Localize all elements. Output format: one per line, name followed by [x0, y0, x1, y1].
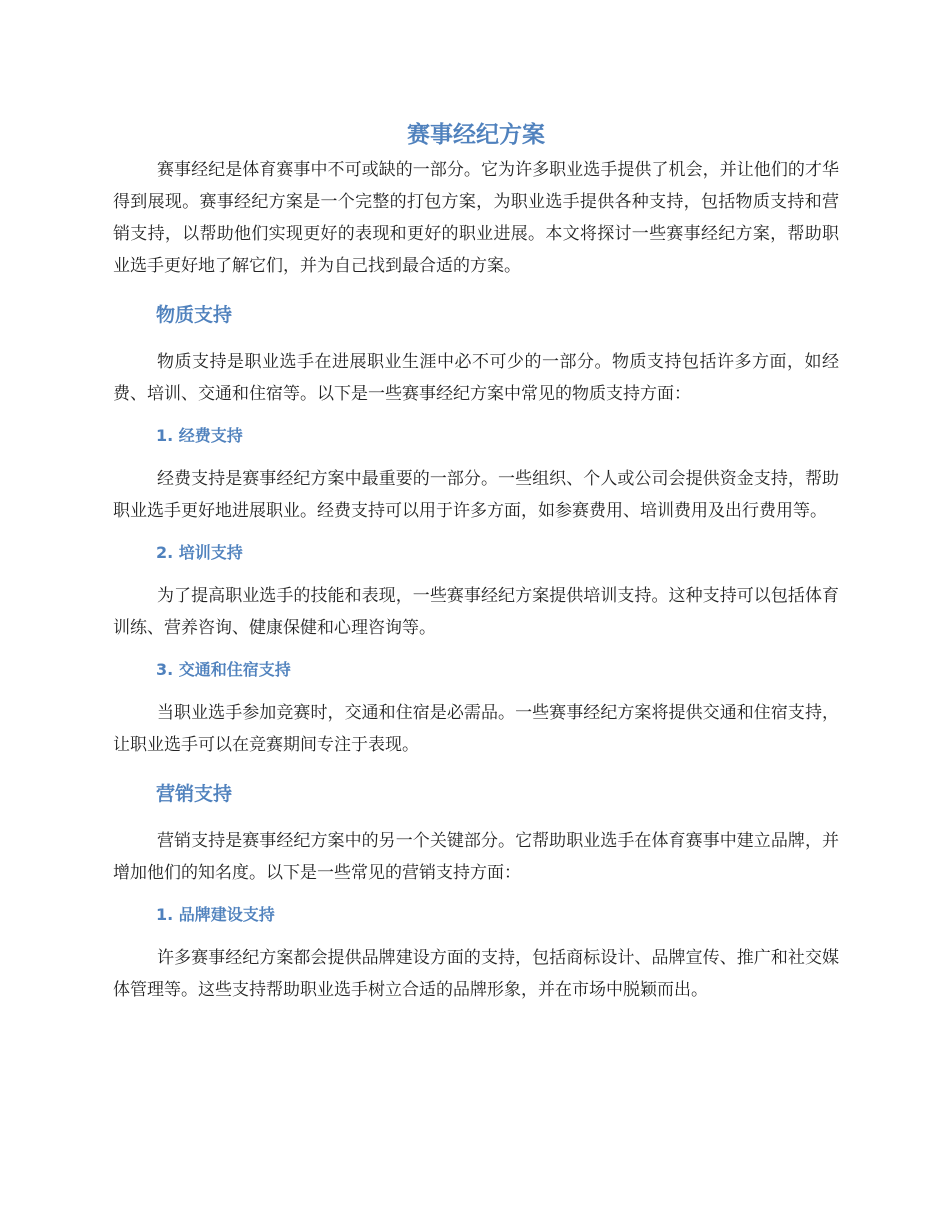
subsection-paragraph-brand-building: 许多赛事经纪方案都会提供品牌建设方面的支持，包括商标设计、品牌宣传、推广和社交媒体管理等。这些支持帮助职业选手树立合适的品牌形象，并在市场中脱颖而出。 [113, 948, 839, 1000]
section-paragraph-material-support: 物质支持是职业选手在进展职业生涯中必不可少的一部分。物质支持包括许多方面，如经费、培训、交通和住宿等。以下是一些赛事经纪方案中常见的物质支持方面： [113, 352, 839, 404]
subsection-heading-funding: 1. 经费支持 [156, 426, 243, 445]
document-page [113, 120, 839, 1006]
intro-paragraph: 赛事经纪是体育赛事中不可或缺的一部分。它为许多职业选手提供了机会，并让他们的才华得到展现。赛事经纪方案是一个完整的打包方案，为职业选手提供各种支持，包括物质支持和营销支持，以帮助他们实现更好的表现和更好的职业进展。本文将探讨一些赛事经纪方案，帮助职业选手更好地了解它们，并为自己找到最合适的方案。 [113, 160, 839, 276]
subsection-paragraph-funding: 经费支持是赛事经纪方案中最重要的一部分。一些组织、个人或公司会提供资金支持，帮助职业选手更好地进展职业。经费支持可以用于许多方面，如参赛费用、培训费用及出行费用等。 [113, 469, 839, 521]
section-paragraph-marketing-support: 营销支持是赛事经纪方案中的另一个关键部分。它帮助职业选手在体育赛事中建立品牌，并增加他们的知名度。以下是一些常见的营销支持方面： [113, 831, 839, 883]
subsection-paragraph-training: 为了提高职业选手的技能和表现，一些赛事经纪方案提供培训支持。这种支持可以包括体育训练、营养咨询、健康保健和心理咨询等。 [113, 586, 839, 638]
section-heading-material-support: 物质支持 [156, 304, 233, 326]
section-heading-marketing-support: 营销支持 [156, 783, 233, 805]
subsection-paragraph-transport-lodging: 当职业选手参加竞赛时，交通和住宿是必需品。一些赛事经纪方案将提供交通和住宿支持，让职业选手可以在竞赛期间专注于表现。 [113, 703, 839, 755]
subsection-heading-training: 2. 培训支持 [156, 543, 243, 562]
subsection-heading-transport-lodging: 3. 交通和住宿支持 [156, 660, 291, 679]
subsection-heading-brand-building: 1. 品牌建设支持 [156, 905, 275, 924]
document-title: 赛事经纪方案 [407, 122, 545, 148]
